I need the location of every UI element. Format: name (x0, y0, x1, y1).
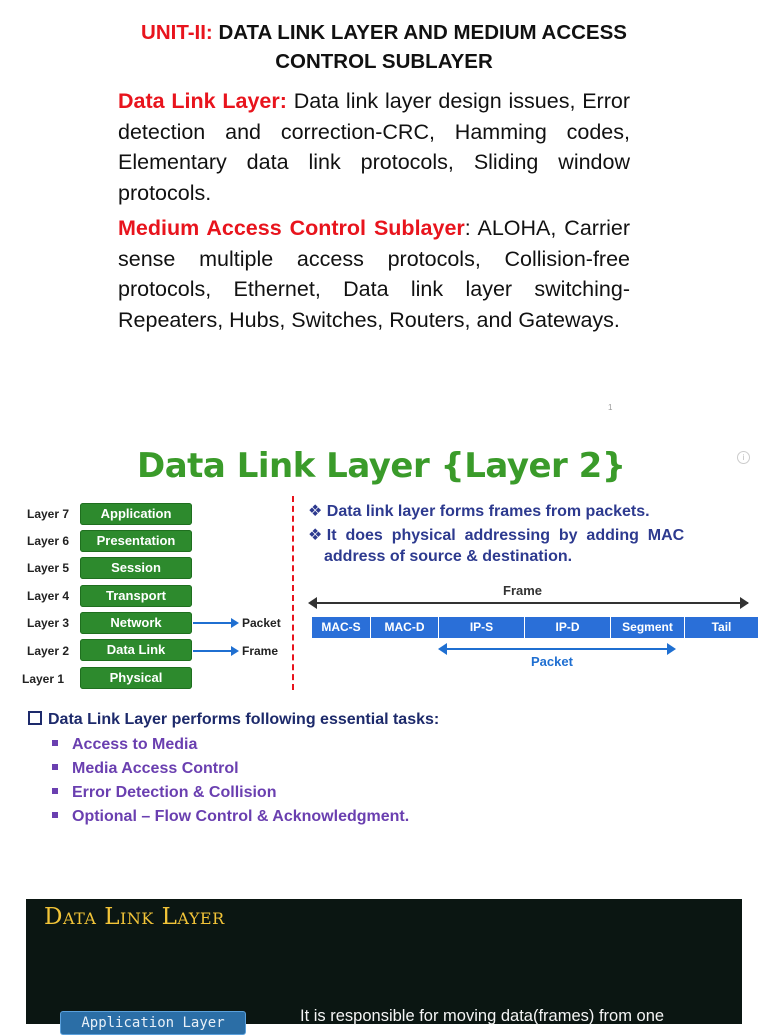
frame-cell-tail: Tail (685, 617, 758, 638)
dll-lead: Data Link Layer: (118, 89, 287, 113)
square-bullet-icon (52, 764, 58, 770)
layer-box-transport: Transport (80, 585, 192, 607)
checkbox-icon (28, 711, 42, 725)
frame-cell-ip-s: IP-S (439, 617, 525, 638)
packet-arrow-label: Packet (242, 616, 281, 630)
task-text: Error Detection & Collision (72, 784, 277, 801)
task-item (52, 808, 409, 826)
task-text: Access to Media (72, 736, 198, 753)
square-bullet-icon (52, 740, 58, 746)
task-item (52, 760, 239, 778)
frame-arrow-label: Frame (242, 644, 279, 658)
tasks-heading (28, 711, 439, 729)
square-bullet-icon (52, 812, 58, 818)
arrow-left-icon (438, 643, 447, 655)
bullet-physical-addressing: ❖ It does physical addressing by adding MAC (308, 527, 685, 544)
dark-slide-body: It is responsible for moving data(frames) from one (300, 1007, 665, 1025)
packet-arrow-line (193, 622, 233, 624)
arrow-right-icon (740, 597, 749, 609)
slide-syllabus (0, 0, 768, 425)
task-item (52, 736, 197, 754)
task-item (52, 784, 276, 802)
arrow-right-icon (667, 643, 676, 655)
application-layer-box: Application Layer (60, 1011, 246, 1035)
frame-cell-mac-s: MAC-S (312, 617, 371, 638)
mac-lead: Medium Access Control Sublayer (118, 216, 465, 240)
task-text: Optional – Flow Control & Acknowledgment. (72, 808, 410, 825)
layer-box-physical: Physical (80, 667, 192, 689)
square-bullet-icon (52, 788, 58, 794)
unit-title (100, 18, 668, 76)
frame-cell-ip-d: IP-D (525, 617, 611, 638)
packet-arrow-head (231, 618, 239, 628)
layer-number: Layer 3 (27, 616, 70, 630)
unit-title-prefix: UNIT-II: (141, 21, 213, 44)
divider-dashed (292, 496, 294, 690)
layer-box-application: Application (80, 503, 192, 525)
bullet-forms-frames: ❖ Data link layer forms frames from packets. (308, 503, 650, 520)
layer-box-data-link: Data Link (80, 639, 192, 661)
layer-box-network: Network (80, 612, 192, 634)
layer-number: Layer 4 (27, 589, 70, 603)
arrow-left-icon (308, 597, 317, 609)
frame-arrow-head (231, 646, 239, 656)
layer-number: Layer 1 (22, 672, 65, 686)
layer-box-presentation: Presentation (80, 530, 192, 552)
info-icon[interactable]: i (737, 451, 750, 464)
frame-span-arrow (310, 602, 748, 604)
mac-text: : ALOHA, Carrier sense multiple access protocols, Collision-free protocols, Ethernet, Data link layer switching-Repeaters, Hubs, Switches, Routers, and Gateways. (118, 216, 630, 332)
bullet-physical-addressing-cont: address of source & destination. (324, 548, 573, 565)
unit-title-text: DATA LINK LAYER AND MEDIUM ACCESS CONTROL SUBLAYER (218, 21, 627, 73)
packet-span-arrow (442, 648, 672, 650)
frame-cell-segment: Segment (611, 617, 685, 638)
frame-cell-mac-d: MAC-D (371, 617, 439, 638)
task-text: Media Access Control (72, 760, 239, 777)
layer-number: Layer 7 (27, 507, 70, 521)
packet-span-label: Packet (531, 654, 573, 669)
frame-arrow-line (193, 650, 233, 652)
slide-title: Data Link Layer {Layer 2} (137, 446, 626, 486)
layer-number: Layer 5 (27, 561, 70, 575)
layer-box-session: Session (80, 557, 192, 579)
page-number: 1 (608, 403, 613, 412)
frame-span-label: Frame (503, 583, 543, 598)
layer-number: Layer 2 (27, 644, 70, 658)
dll-paragraph (118, 86, 630, 208)
frame-structure (312, 617, 758, 638)
dll-text: Data link layer design issues, Error detection and correction-CRC, Hamming codes, Elementary data link protocols, Sliding window protocols. (118, 89, 630, 205)
tasks-heading-text: Data Link Layer performs following essential tasks: (48, 711, 440, 728)
dark-slide-title: Data Link Layer (44, 904, 225, 930)
mac-paragraph (118, 213, 630, 335)
layer-number: Layer 6 (27, 534, 70, 548)
